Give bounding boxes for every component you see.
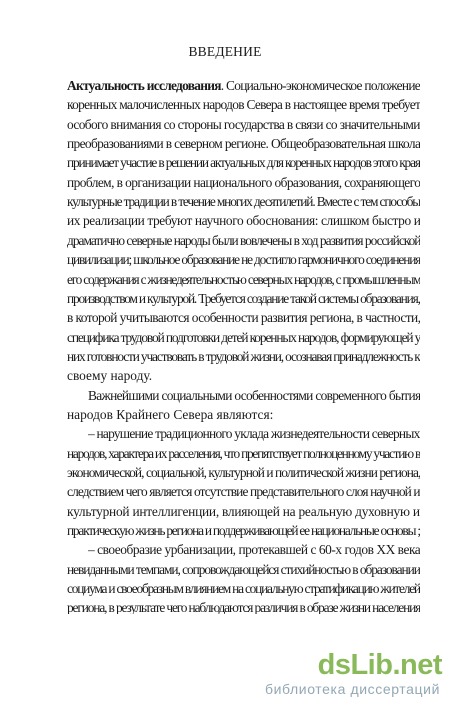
line-text: в которой учитываются особенности развития региона, в частности, bbox=[67, 310, 420, 326]
text-line bbox=[67, 270, 420, 290]
line-text: его содержания с жизнедеятельностью северных народов, с промышленным bbox=[67, 271, 420, 287]
watermark bbox=[246, 650, 442, 700]
line-text: культурные традиции в течение многих десятилетий. Вместе с тем способы bbox=[67, 194, 420, 210]
line-text: невиданными темпами, сопровождающейся стихийностью в образовании bbox=[67, 561, 420, 577]
text-line bbox=[67, 463, 420, 483]
text-line bbox=[67, 289, 420, 309]
text-line bbox=[67, 521, 420, 541]
text-line bbox=[67, 405, 420, 425]
line-text: – нарушение традиционного уклада жизнедеятельности северных bbox=[88, 426, 420, 442]
text-line bbox=[67, 502, 420, 522]
line-text: следствием чего является отсутствие представительного слоя научной и bbox=[67, 484, 420, 500]
text-line bbox=[67, 95, 420, 115]
line-text: экономической, социальной, культурной и политической жизни региона, bbox=[67, 465, 420, 480]
line-text: своему народу. bbox=[67, 368, 153, 384]
text-line bbox=[67, 560, 420, 580]
text-line bbox=[67, 231, 420, 251]
line-text: практическую жизнь региона и поддерживающей ее национальные основы ; bbox=[67, 523, 420, 539]
line-text: цивилизации; школьное образование не достигло гармоничного соединения bbox=[67, 252, 420, 268]
text-line bbox=[67, 192, 420, 212]
text-line bbox=[67, 444, 420, 464]
line-text: – своеобразие урбанизации, протекавшей с 60-х годов XX века bbox=[88, 542, 420, 558]
text-line bbox=[67, 153, 420, 173]
line-text: культурной интеллигенции, влияющей на реальную духовную и bbox=[67, 503, 420, 519]
line-text: народов, характера их расселения, что препятствует полноценному участию в bbox=[67, 445, 420, 461]
text-line bbox=[88, 424, 420, 444]
line-text: Важнейшими социальными особенностями современного бытия bbox=[88, 387, 420, 403]
text-line bbox=[67, 598, 420, 614]
line-text: драматично северные народы были вовлечены в ход развития российской bbox=[67, 232, 420, 248]
line-text: преобразованиями в северном регионе. Общеобразовательная школа bbox=[67, 136, 420, 152]
watermark-logo: dsLib.net bbox=[317, 649, 442, 681]
bold-phrase: Актуальность исследования bbox=[67, 78, 221, 93]
text-line bbox=[67, 173, 420, 193]
text-line bbox=[67, 134, 420, 154]
text-line bbox=[88, 386, 420, 406]
line-text: принимает участие в решении актуальных для коренных народов этого края bbox=[67, 155, 420, 171]
line-text: региона, в результате чего наблюдаются различия в образе жизни населения bbox=[67, 600, 420, 615]
text-line bbox=[67, 328, 420, 348]
text-line bbox=[67, 366, 420, 386]
line-text: . Социально-экономическое положение bbox=[220, 78, 420, 93]
watermark-subtitle: библиотека диссертаций bbox=[265, 681, 440, 697]
line-text: особого внимания со стороны государства в связи со значительными bbox=[67, 116, 420, 132]
text-line bbox=[67, 482, 420, 502]
text-line bbox=[67, 579, 420, 599]
line-text: их реализации требуют научного обоснования: слишком быстро и bbox=[67, 213, 420, 229]
text-line bbox=[67, 347, 420, 367]
line-text: них готовности участвовать в трудовой жизни, осознавая принадлежность к bbox=[67, 348, 420, 364]
text-line bbox=[88, 540, 420, 560]
document-heading: ВВЕДЕНИЕ bbox=[188, 44, 262, 59]
text-line bbox=[67, 308, 420, 328]
text-line bbox=[67, 76, 420, 96]
line-text: производством и культурой. Требуется создание такой системы образования, bbox=[67, 290, 420, 306]
line-text: проблем, в организации национального образования, сохраняющего bbox=[67, 174, 420, 190]
text-line bbox=[67, 250, 420, 270]
text-line bbox=[67, 211, 420, 231]
text-line bbox=[67, 115, 420, 135]
line-text: специфика трудовой подготовки детей коренных народов, формирующей у bbox=[67, 329, 420, 345]
line-text: народов Крайнего Севера являются: bbox=[67, 406, 274, 422]
line-text: социума и своеобразным влиянием на социальную стратификацию жителей bbox=[67, 581, 420, 597]
line-text: коренных малочисленных народов Севера в настоящее время требует bbox=[67, 97, 420, 113]
